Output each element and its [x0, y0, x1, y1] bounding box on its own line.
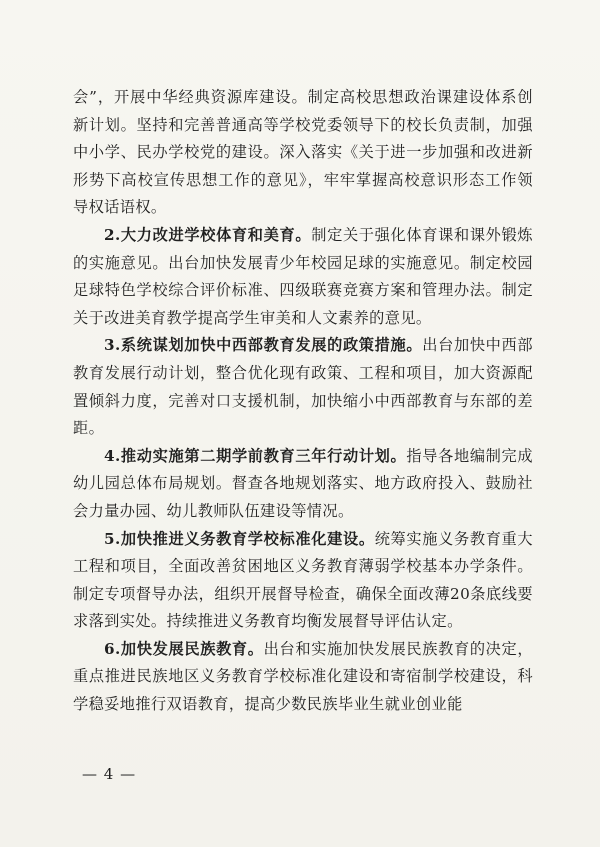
section-heading: 4.推动实施第二期学前教育三年行动计划。 — [104, 446, 407, 465]
section-ethnic-education — [73, 636, 533, 719]
section-compulsory-education — [73, 526, 533, 636]
section-body: 出台和实施加快发展民族教育的决定，重点推进民族地区义务教育学校标准化建设和寄宿制学校建设，科学稳妥地推行双语教育，提高少数民族毕业生就业创业能 — [73, 639, 533, 714]
section-physical-aesthetic-education — [73, 222, 533, 332]
section-preschool-education — [73, 443, 533, 526]
paragraph-text: 会”，开展中华经典资源库建设。制定高校思想政治课建设体系创新计划。坚持和完善普通高等学校党委领导下的校长负责制，加强中小学、民办学校党的建设。深入落实《关于进一步加强和改进新形势下高校宣传思想工作的意见》，牢牢掌握高校意识形态工作领导权话语权。 — [73, 88, 533, 217]
page-number: — 4 — — [82, 765, 137, 783]
section-heading: 3.系统谋划加快中西部教育发展的政策措施。 — [104, 336, 423, 355]
section-heading: 5.加快推进义务教育学校标准化建设。 — [104, 529, 375, 548]
section-body: 统筹实施义务教育重大工程和项目，全面改善贫困地区义务教育薄弱学校基本办学条件。制定专项督导办法，组织开展督导检查，确保全面改薄20条底线要求落到实处。持续推进义务教育均衡发展督导评估认定。 — [73, 529, 534, 631]
section-heading: 6.加快发展民族教育。 — [104, 639, 264, 658]
section-body: 制定关于强化体育课和课外锻炼的实施意见。出台加快发展青少年校园足球的实施意见。制定校园足球特色学校综合评价标准、四级联赛竞赛方案和管理办法。制定关于改进美育教学提高学生审美和人文素养的意见。 — [73, 225, 533, 327]
section-body: 出台加快中西部教育发展行动计划，整合优化现有政策、工程和项目，加大资源配置倾斜力度，完善对口支援机制，加快缩小中西部教育与东部的差距。 — [73, 336, 533, 438]
document-body — [73, 84, 533, 719]
paragraph-continuation — [73, 84, 533, 222]
section-central-western-education — [73, 332, 533, 442]
section-heading: 2.大力改进学校体育和美育。 — [104, 225, 312, 244]
section-body: 指导各地编制完成幼儿园总体布局规划。督查各地规划落实、地方政府投入、鼓励社会力量办园、幼儿教师队伍建设等情况。 — [73, 446, 533, 520]
